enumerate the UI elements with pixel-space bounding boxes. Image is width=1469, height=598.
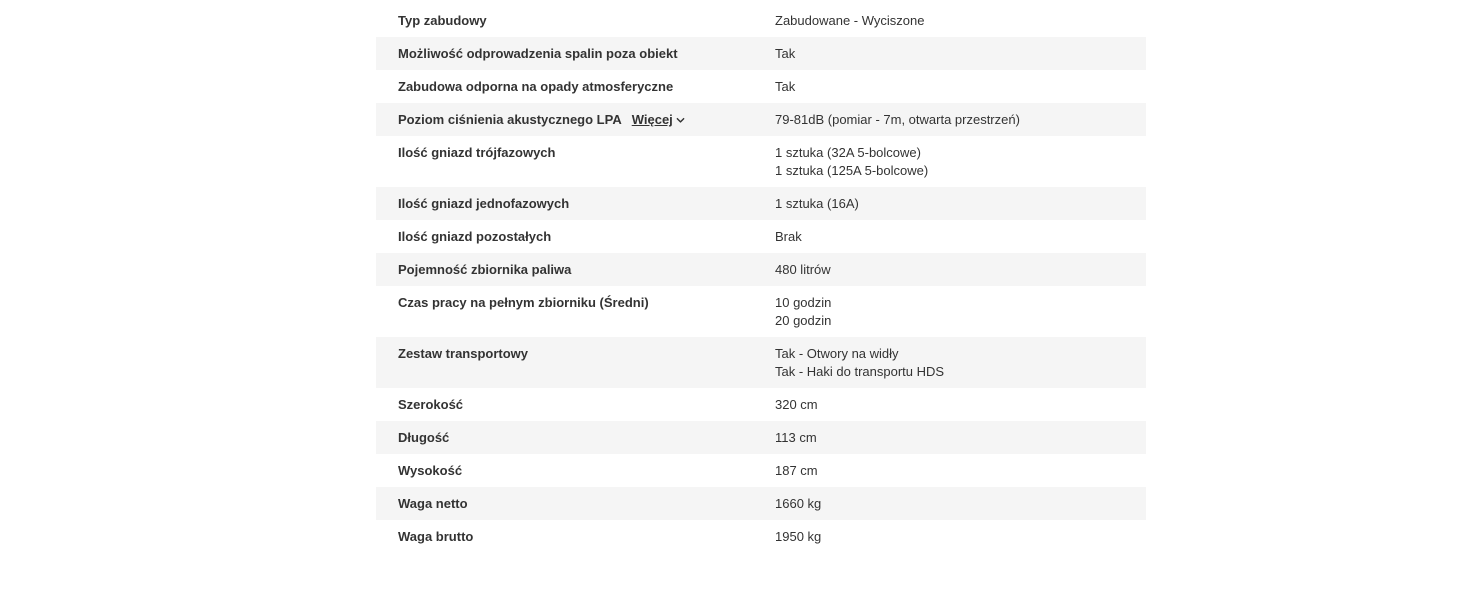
spec-label: Typ zabudowy (398, 13, 487, 28)
spec-value-line: Brak (775, 229, 802, 244)
spec-label: Czas pracy na pełnym zbiorniku (Średni) (398, 295, 649, 310)
spec-value-line: 1660 kg (775, 496, 822, 511)
spec-value (775, 78, 1146, 96)
spec-label: Waga brutto (398, 529, 474, 544)
spec-label-container (376, 111, 775, 129)
spec-row-odprowadzenie-spalin (376, 37, 1146, 70)
spec-value (775, 45, 1146, 63)
spec-row-odporna-na-opady (376, 70, 1146, 103)
spec-value-line: 1950 kg (775, 529, 822, 544)
spec-row-gniazda-jednofazowe (376, 187, 1146, 220)
spec-row-zestaw-transportowy (376, 337, 1146, 388)
spec-row-czas-pracy (376, 286, 1146, 337)
spec-label: Poziom ciśnienia akustycznego LPA (398, 112, 622, 127)
spec-value (775, 294, 1146, 330)
more-link[interactable] (632, 111, 685, 129)
spec-value-line: 10 godzin (775, 295, 832, 310)
spec-value-line: 113 cm (775, 430, 817, 445)
spec-value (775, 111, 1146, 129)
specification-table (376, 4, 1146, 553)
spec-value-line: Zabudowane - Wyciszone (775, 13, 925, 28)
spec-value-line: 187 cm (775, 463, 818, 478)
spec-value (775, 429, 1146, 447)
spec-label: Ilość gniazd pozostałych (398, 229, 552, 244)
spec-label: Możliwość odprowadzenia spalin poza obiekt (398, 46, 678, 61)
spec-label: Zestaw transportowy (398, 346, 529, 361)
spec-value-line: 1 sztuka (125A 5-bolcowe) (775, 163, 929, 178)
spec-row-dlugosc (376, 421, 1146, 454)
spec-value (775, 261, 1146, 279)
spec-value (775, 345, 1146, 381)
spec-value (775, 528, 1146, 546)
spec-value (775, 462, 1146, 480)
spec-label: Szerokość (398, 397, 464, 412)
spec-row-pojemnosc-zbiornika (376, 253, 1146, 286)
spec-label: Wysokość (398, 463, 463, 478)
spec-value-line: 20 godzin (775, 313, 832, 328)
spec-label: Waga netto (398, 496, 468, 511)
chevron-down-icon[interactable] (676, 116, 685, 125)
spec-row-poziom-cisnienia (376, 103, 1146, 136)
spec-label: Ilość gniazd trójfazowych (398, 145, 556, 160)
spec-value (775, 495, 1146, 513)
spec-value (775, 195, 1146, 213)
more-link-label[interactable]: Więcej (631, 112, 673, 127)
spec-value (775, 12, 1146, 30)
spec-row-gniazda-trojfazowe (376, 136, 1146, 187)
spec-value (775, 396, 1146, 414)
spec-label: Długość (398, 430, 450, 445)
spec-row-wysokosc (376, 454, 1146, 487)
spec-value-line: 1 sztuka (32A 5-bolcowe) (775, 145, 921, 160)
spec-value-line: 320 cm (775, 397, 818, 412)
spec-value-line: Tak (775, 79, 796, 94)
spec-value-line: 1 sztuka (16A) (775, 196, 859, 211)
spec-row-typ-zabudowy (376, 4, 1146, 37)
spec-row-waga-netto (376, 487, 1146, 520)
spec-value-line: Tak - Otwory na widły (775, 346, 899, 361)
spec-value (775, 228, 1146, 246)
spec-row-gniazda-pozostale (376, 220, 1146, 253)
spec-row-szerokosc (376, 388, 1146, 421)
spec-value-line: Tak - Haki do transportu HDS (775, 364, 945, 379)
spec-value-line: Tak (775, 46, 796, 61)
spec-value-line: 480 litrów (775, 262, 831, 277)
spec-row-waga-brutto (376, 520, 1146, 553)
spec-label: Pojemność zbiornika paliwa (398, 262, 572, 277)
spec-value-line: 79-81dB (pomiar - 7m, otwarta przestrzeń) (775, 112, 1020, 127)
spec-label: Ilość gniazd jednofazowych (398, 196, 570, 211)
spec-label: Zabudowa odporna na opady atmosferyczne (398, 79, 674, 94)
spec-value (775, 144, 1146, 180)
